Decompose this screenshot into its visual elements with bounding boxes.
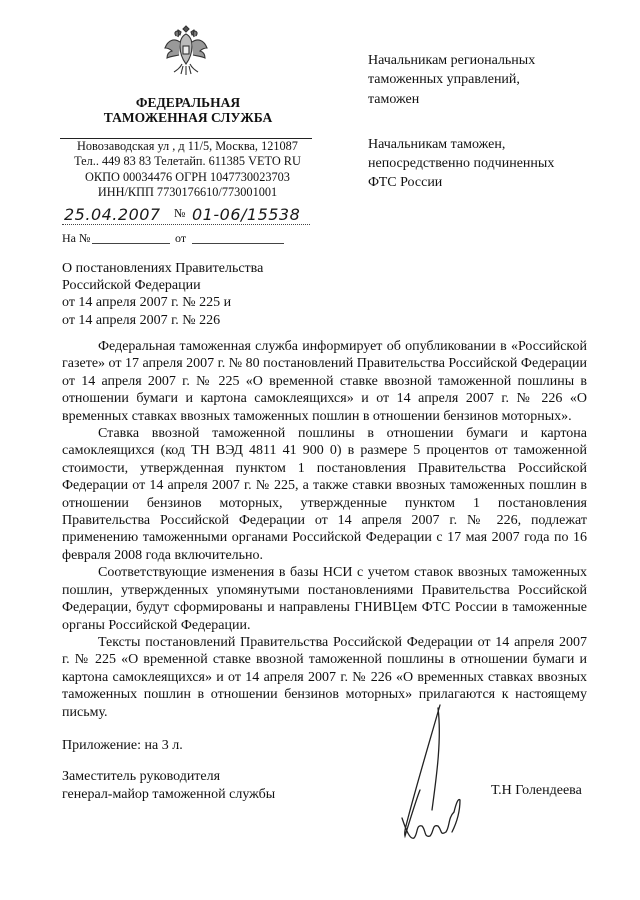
registration-number: 01-06/15538 [192, 205, 301, 224]
body-paragraph: Ставка ввозной таможенной пошлины в отношении бумаги и картона самоклеящихся (код ТН ВЭД 4811 41 900 0) в размере 5 процентов от таможенной стоимости, утвержденная пунктом 1 постановления Правительства Российской Федерации от 14 апреля 2007 г. № 225, а также ставки ввозных таможенных пошлин в отношении бензинов моторных, утвержденные пунктом 1 постановления Правительства Российской Федерации от 14 апреля 2007 г. № 226, подлежат применению таможенными органами Российской Федерации с 17 мая 2007 года по 16 февраля 2008 года включительно. [62, 426, 587, 563]
reference-line [62, 231, 312, 247]
reference-number-blank [92, 243, 170, 244]
body-paragraph: Тексты постановлений Правительства Российской Федерации от 14 апреля 2007 г. № 225 «О временной ставке ввозной таможенной пошлины в отношении бумаги и картона самоклеящихся» и от 14 апреля 2007 г. № 226 «О временных ставках ввозных таможенных пошлин в отношении бензинов моторных» прилагаются к настоящему письму. [62, 634, 587, 720]
reference-number-label: На № [62, 231, 91, 245]
addressee-line: таможен [368, 91, 420, 107]
signer-title [62, 768, 275, 803]
subject-line: Российской Федерации [62, 278, 201, 294]
body-paragraph: Федеральная таможенная служба информирует об опубликовании в «Российской газете» от 17 апреля 2007 г. № 80 постановлений Правительства Российской Федерации от 14 апреля 2007 г. № 225 «О временной ставке ввозной таможенной пошлины в отношении бумаги и картона самоклеящихся» и от 14 апреля 2007 г. № 226 «О временных ставках ввозных таможенных пошлин в отношении бензинов моторных». [62, 339, 588, 424]
subject [62, 260, 263, 329]
reference-from-label: от [175, 231, 187, 245]
org-phones: Тел.. 449 83 83 Телетайп. 611385 VETO RU [74, 154, 301, 169]
org-tax-ids: ИНН/КПП 7730176610/773001001 [97, 185, 278, 200]
org-details [60, 139, 315, 201]
signer-title-line1: Заместитель руководителя [62, 769, 221, 784]
addressee-line: непосредственно подчиненных [368, 156, 555, 172]
handwritten-signature [380, 700, 490, 850]
subject-line: О постановлениях Правительства [62, 261, 264, 276]
registration-date: 25.04.2007 [64, 205, 161, 224]
addressee-line: таможенных управлений, [368, 72, 520, 88]
org-address: Новозаводская ул , д 11/5, Москва, 121087 [77, 139, 298, 153]
addressee-line: Начальникам таможен, [368, 136, 506, 152]
registration-line [62, 202, 312, 228]
registration-number-label: № [174, 206, 186, 220]
org-codes: ОКПО 00034476 ОГРН 1047730023703 [85, 169, 290, 184]
subject-line: от 14 апреля 2007 г. № 226 [62, 312, 221, 328]
reference-date-blank [192, 243, 284, 244]
double-headed-eagle-emblem [162, 22, 210, 78]
org-name [88, 95, 288, 125]
org-name-line1: ФЕДЕРАЛЬНАЯ [135, 95, 241, 110]
addressee-block [368, 51, 618, 109]
addressee-line: Начальникам региональных [368, 53, 536, 68]
attachment-note: Приложение: на 3 л. [62, 738, 183, 753]
addressee-line: ФТС России [368, 175, 443, 191]
signer-name: Т.Н Голендеева [491, 783, 582, 798]
letter-body [62, 338, 587, 721]
body-paragraph: Соответствующие изменения в базы НСИ с учетом ставок ввозных таможенных пошлин, утвержденных упомянутыми постановлениями Правительства Российской Федерации, будут сформированы и направлены ГНИВЦем ФТС России в таможенные органы Российской Федерации. [62, 565, 587, 633]
org-name-line2: ТАМОЖЕННАЯ СЛУЖБА [103, 110, 273, 125]
registration-underline [62, 224, 310, 225]
addressees [368, 51, 618, 193]
signer-title-line2: генерал-майор таможенной службы [62, 786, 276, 802]
addressee-block [368, 135, 618, 193]
subject-line: от 14 апреля 2007 г. № 225 и [62, 295, 232, 311]
